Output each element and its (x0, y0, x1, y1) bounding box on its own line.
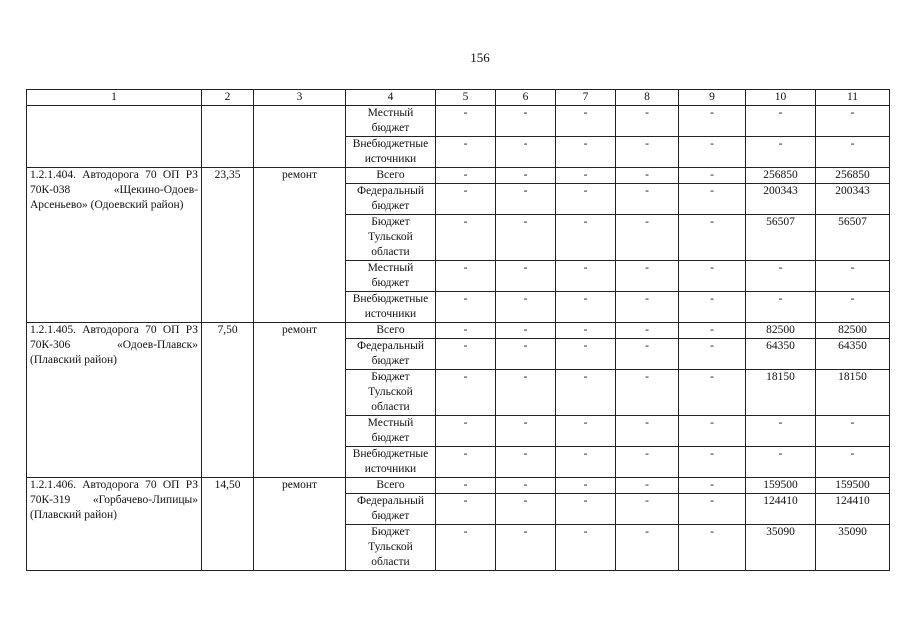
value-cell: - (496, 168, 556, 184)
value-cell: - (496, 292, 556, 323)
value-cell: - (556, 184, 616, 215)
value-cell: - (436, 137, 496, 168)
value-cell: 159500 (746, 478, 816, 494)
value-cell: - (679, 215, 746, 261)
value-cell: - (679, 261, 746, 292)
value-cell: - (616, 106, 679, 137)
value-cell: - (616, 292, 679, 323)
funding-source-cell: Федеральный бюджет (346, 494, 436, 525)
object-name-cell (27, 106, 202, 168)
value-cell: - (679, 168, 746, 184)
value-cell: 56507 (746, 215, 816, 261)
value-cell: - (556, 339, 616, 370)
funding-source-cell: Всего (346, 323, 436, 339)
length-cell (202, 106, 254, 168)
value-cell: - (616, 447, 679, 478)
value-cell: - (436, 215, 496, 261)
length-cell: 14,50 (202, 478, 254, 571)
table-row (27, 323, 890, 339)
value-cell: - (496, 416, 556, 447)
value-cell: - (436, 261, 496, 292)
value-cell: - (436, 323, 496, 339)
object-name-cell: 1.2.1.404. Автодорога 70 ОП РЗ 70К-038 «Щекино-Одоев-Арсеньево» (Одоевский район) (27, 168, 202, 323)
funding-source-cell: Бюджет Тульской области (346, 370, 436, 416)
value-cell: - (496, 106, 556, 137)
value-cell: - (436, 494, 496, 525)
table-row (27, 168, 890, 184)
value-cell: 82500 (816, 323, 890, 339)
value-cell: 256850 (746, 168, 816, 184)
value-cell: - (616, 137, 679, 168)
length-cell: 7,50 (202, 323, 254, 478)
value-cell: - (679, 323, 746, 339)
value-cell: 18150 (816, 370, 890, 416)
value-cell: - (679, 106, 746, 137)
value-cell: - (679, 370, 746, 416)
funding-source-cell: Внебюджетные источники (346, 447, 436, 478)
value-cell: - (556, 323, 616, 339)
value-cell: - (816, 416, 890, 447)
value-cell: 35090 (746, 525, 816, 571)
value-cell: - (679, 494, 746, 525)
funding-source-cell: Местный бюджет (346, 416, 436, 447)
value-cell: - (556, 447, 616, 478)
value-cell: - (496, 323, 556, 339)
value-cell: - (496, 447, 556, 478)
funding-source-cell: Бюджет Тульской области (346, 215, 436, 261)
value-cell: - (616, 168, 679, 184)
column-header: 6 (496, 90, 556, 106)
value-cell: - (816, 137, 890, 168)
value-cell: - (616, 370, 679, 416)
work-type-cell: ремонт (254, 478, 346, 571)
value-cell: - (679, 137, 746, 168)
value-cell: - (679, 525, 746, 571)
funding-source-cell: Внебюджетные источники (346, 292, 436, 323)
column-number-row (27, 90, 890, 106)
value-cell: - (496, 478, 556, 494)
value-cell: - (616, 494, 679, 525)
value-cell: - (679, 416, 746, 447)
value-cell: - (616, 323, 679, 339)
work-type-cell: ремонт (254, 168, 346, 323)
value-cell: - (496, 525, 556, 571)
value-cell: - (556, 106, 616, 137)
value-cell: 200343 (746, 184, 816, 215)
table-row (27, 478, 890, 494)
column-header: 4 (346, 90, 436, 106)
column-header: 9 (679, 90, 746, 106)
value-cell: - (436, 168, 496, 184)
value-cell: 82500 (746, 323, 816, 339)
value-cell: - (556, 494, 616, 525)
funding-source-cell: Федеральный бюджет (346, 339, 436, 370)
value-cell: - (496, 370, 556, 416)
value-cell: 124410 (746, 494, 816, 525)
object-name-cell: 1.2.1.405. Автодорога 70 ОП РЗ 70К-306 «Одоев-Плавск» (Плавский район) (27, 323, 202, 478)
value-cell: - (616, 525, 679, 571)
value-cell: - (496, 215, 556, 261)
value-cell: - (746, 137, 816, 168)
page-number: 156 (470, 50, 490, 65)
value-cell: - (746, 106, 816, 137)
value-cell: - (556, 137, 616, 168)
column-header: 1 (27, 90, 202, 106)
value-cell: - (436, 525, 496, 571)
value-cell: - (436, 416, 496, 447)
value-cell: 35090 (816, 525, 890, 571)
value-cell: 64350 (746, 339, 816, 370)
value-cell: 159500 (816, 478, 890, 494)
value-cell: - (556, 261, 616, 292)
value-cell: - (436, 339, 496, 370)
value-cell: - (556, 416, 616, 447)
value-cell: - (746, 292, 816, 323)
column-header: 8 (616, 90, 679, 106)
value-cell: - (436, 478, 496, 494)
value-cell: - (496, 184, 556, 215)
value-cell: - (616, 184, 679, 215)
value-cell: 200343 (816, 184, 890, 215)
value-cell: - (616, 215, 679, 261)
value-cell: - (816, 106, 890, 137)
value-cell: - (746, 416, 816, 447)
column-header: 10 (746, 90, 816, 106)
value-cell: 64350 (816, 339, 890, 370)
object-name-cell: 1.2.1.406. Автодорога 70 ОП РЗ 70К-319 «Горбачево-Липицы» (Плавский район) (27, 478, 202, 571)
value-cell: - (679, 184, 746, 215)
value-cell: - (556, 478, 616, 494)
budget-table (26, 89, 890, 571)
length-cell: 23,35 (202, 168, 254, 323)
column-header: 5 (436, 90, 496, 106)
value-cell: - (556, 168, 616, 184)
value-cell: - (436, 292, 496, 323)
value-cell: - (556, 525, 616, 571)
funding-source-cell: Федеральный бюджет (346, 184, 436, 215)
table-row (27, 106, 890, 137)
value-cell: - (679, 478, 746, 494)
funding-source-cell: Всего (346, 478, 436, 494)
column-header: 2 (202, 90, 254, 106)
column-header: 3 (254, 90, 346, 106)
funding-source-cell: Местный бюджет (346, 261, 436, 292)
funding-source-cell: Внебюджетные источники (346, 137, 436, 168)
value-cell: - (746, 447, 816, 478)
value-cell: 124410 (816, 494, 890, 525)
value-cell: - (556, 215, 616, 261)
funding-source-cell: Всего (346, 168, 436, 184)
work-type-cell (254, 106, 346, 168)
value-cell: - (816, 447, 890, 478)
funding-source-cell: Местный бюджет (346, 106, 436, 137)
value-cell: - (436, 370, 496, 416)
column-header: 7 (556, 90, 616, 106)
value-cell: - (679, 447, 746, 478)
value-cell: - (496, 137, 556, 168)
funding-source-cell: Бюджет Тульской области (346, 525, 436, 571)
value-cell: - (816, 292, 890, 323)
value-cell: - (496, 261, 556, 292)
value-cell: 56507 (816, 215, 890, 261)
value-cell: - (616, 478, 679, 494)
value-cell: - (436, 106, 496, 137)
value-cell: - (746, 261, 816, 292)
value-cell: - (616, 339, 679, 370)
value-cell: - (616, 261, 679, 292)
value-cell: - (436, 184, 496, 215)
value-cell: - (556, 292, 616, 323)
value-cell: - (679, 292, 746, 323)
value-cell: - (556, 370, 616, 416)
value-cell: 18150 (746, 370, 816, 416)
value-cell: - (496, 494, 556, 525)
value-cell: - (496, 339, 556, 370)
value-cell: 256850 (816, 168, 890, 184)
work-type-cell: ремонт (254, 323, 346, 478)
value-cell: - (436, 447, 496, 478)
value-cell: - (616, 416, 679, 447)
column-header: 11 (816, 90, 890, 106)
value-cell: - (816, 261, 890, 292)
value-cell: - (679, 339, 746, 370)
